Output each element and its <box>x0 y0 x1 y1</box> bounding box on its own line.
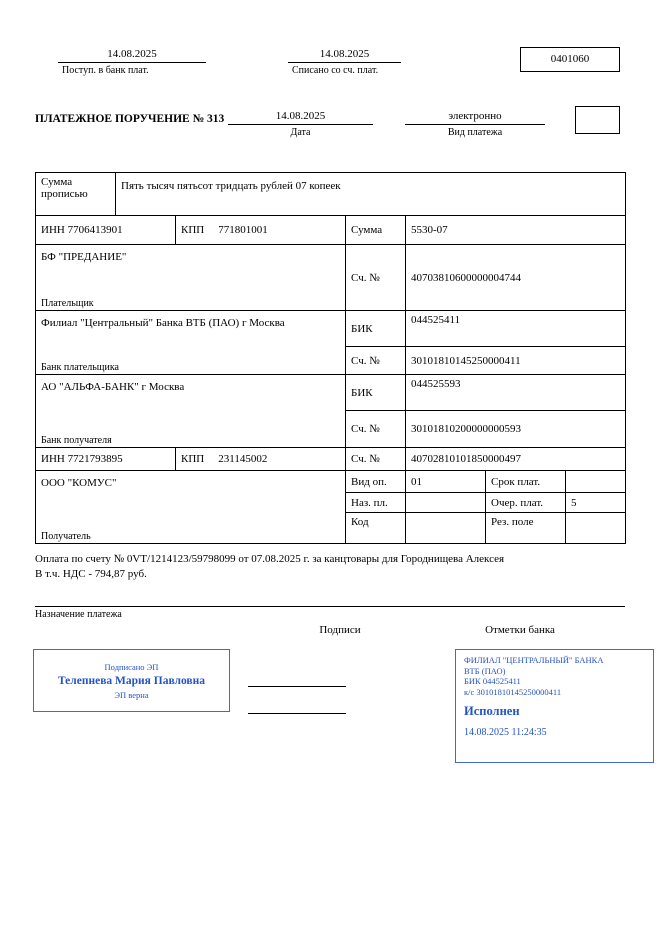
payer-account-value: 40703810600000004744 <box>406 245 626 311</box>
document-title: ПЛАТЕЖНОЕ ПОРУЧЕНИЕ № 313 <box>35 113 225 125</box>
payee-name: ООО "КОМУС" <box>41 477 117 489</box>
srok-plat-label: Срок плат. <box>486 471 566 493</box>
payment-kind-label: Вид платежа <box>447 127 503 138</box>
payee-bank-bik-value: 044525593 <box>406 375 626 411</box>
payee-cell <box>36 471 346 544</box>
payee-bank-account-value: 30101810200000000593 <box>406 411 626 448</box>
ep-stamp-valid-label: ЭП верна <box>114 689 149 700</box>
ep-stamp-signed-label: Подписано ЭП <box>104 661 159 672</box>
payer-bank-bik-label: БИК <box>346 311 406 347</box>
amount-words-label: Сумма прописью <box>36 173 116 216</box>
ocher-plat-value: 5 <box>566 493 626 513</box>
payer-bank-account-value: 30101810145250000411 <box>406 347 626 375</box>
payer-bank-name: Филиал "Центральный" Банка ВТБ (ПАО) г Москва <box>41 317 285 329</box>
payer-name: БФ "ПРЕДАНИЕ" <box>41 251 127 263</box>
payee-caption: Получатель <box>41 531 91 542</box>
purpose-line1: Оплата по счету № 0VT/1214123/59798099 от 07.08.2025 г. за канцтовары для Городнищева Алексея <box>35 553 505 565</box>
payee-account-value: 40702810101850000497 <box>406 448 626 471</box>
debited-date-value: 14.08.2025 <box>288 48 401 63</box>
payer-bank-caption: Банк плательщика <box>41 362 119 373</box>
signature-line-2 <box>248 713 346 714</box>
rez-pole-label: Рез. поле <box>486 513 566 544</box>
signatures-header: Подписи <box>319 624 361 636</box>
payer-account-label: Сч. № <box>346 245 406 311</box>
payer-bank-bik-value: 044525411 <box>406 311 626 347</box>
debited-date-label: Списано со сч. плат. <box>292 65 379 76</box>
payer-cell <box>36 245 346 311</box>
debited-date-field <box>288 48 401 76</box>
bank-stamp-bik: БИК 044525411 <box>464 676 521 686</box>
payment-kind-value: электронно <box>405 110 545 125</box>
naz-pl-value <box>406 493 486 513</box>
kod-label: Код <box>346 513 406 544</box>
rez-pole-value <box>566 513 626 544</box>
payee-kpp-label: КПП <box>181 453 205 465</box>
naz-pl-label: Наз. пл. <box>346 493 406 513</box>
doc-date-value: 14.08.2025 <box>228 110 373 125</box>
payer-kpp-label: КПП <box>181 224 205 236</box>
srok-plat-value <box>566 471 626 493</box>
bank-stamp-status: Исполнен <box>464 704 520 718</box>
received-date-field <box>58 48 206 76</box>
payer-kpp-value: 771801001 <box>218 224 268 236</box>
payee-inn: ИНН 7721793895 <box>36 448 176 471</box>
payee-account-label: Сч. № <box>346 448 406 471</box>
requisites-block <box>35 172 625 544</box>
purpose-caption: Назначение платежа <box>35 609 122 620</box>
payee-bank-caption: Банк получателя <box>41 435 112 446</box>
electronic-signature-stamp <box>33 649 230 712</box>
bank-execution-stamp <box>455 649 654 763</box>
payee-bank-bik-label: БИК <box>346 375 406 411</box>
payer-inn: ИНН 7706413901 <box>36 216 176 245</box>
amount-words-value: Пять тысяч пятьсот тридцать рублей 07 копеек <box>116 173 626 216</box>
payer-bank-cell <box>36 311 346 375</box>
signature-line-1 <box>248 686 346 687</box>
bank-stamp-datetime: 14.08.2025 11:24:35 <box>464 727 547 738</box>
vid-op-value: 01 <box>406 471 486 493</box>
ocher-plat-label: Очер. плат. <box>486 493 566 513</box>
bank-marks-header: Отметки банка <box>485 624 555 636</box>
payee-kpp <box>176 448 346 471</box>
bank-stamp-corr-account: к/с 30101810145250000411 <box>464 686 562 697</box>
amount-words-table <box>35 172 626 216</box>
amount-value: 5530-07 <box>406 216 626 245</box>
payee-bank-cell <box>36 375 346 448</box>
purpose-line2: В т.ч. НДС - 794,87 руб. <box>35 568 147 580</box>
vid-op-label: Вид оп. <box>346 471 406 493</box>
payer-bank-account-label: Сч. № <box>346 347 406 375</box>
ep-stamp-signer-name: Телепнева Мария Павловна <box>57 674 206 687</box>
payee-bank-account-label: Сч. № <box>346 411 406 448</box>
received-date-value: 14.08.2025 <box>58 48 206 63</box>
kod-value <box>406 513 486 544</box>
payee-bank-name: АО "АЛЬФА-БАНК" г Москва <box>41 381 185 393</box>
bank-stamp-bank-name: ВТБ (ПАО) <box>464 665 506 676</box>
bank-stamp-branch: ФИЛИАЛ "ЦЕНТРАЛЬНЫЙ" БАНКА <box>464 655 604 665</box>
payer-kpp <box>176 216 346 245</box>
doc-date-label: Дата <box>290 127 311 138</box>
received-date-label: Поступ. в банк плат. <box>62 65 149 76</box>
purpose-block <box>35 552 625 582</box>
payee-kpp-value: 231145002 <box>218 453 268 465</box>
empty-code-box <box>575 106 620 134</box>
doc-date-field <box>228 110 373 138</box>
amount-label: Сумма <box>346 216 406 245</box>
payment-details-table <box>35 215 626 544</box>
payer-caption: Плательщик <box>41 298 94 309</box>
payment-kind-field <box>405 110 545 138</box>
purpose-rule <box>35 606 625 620</box>
form-code-box: 0401060 <box>520 47 620 72</box>
